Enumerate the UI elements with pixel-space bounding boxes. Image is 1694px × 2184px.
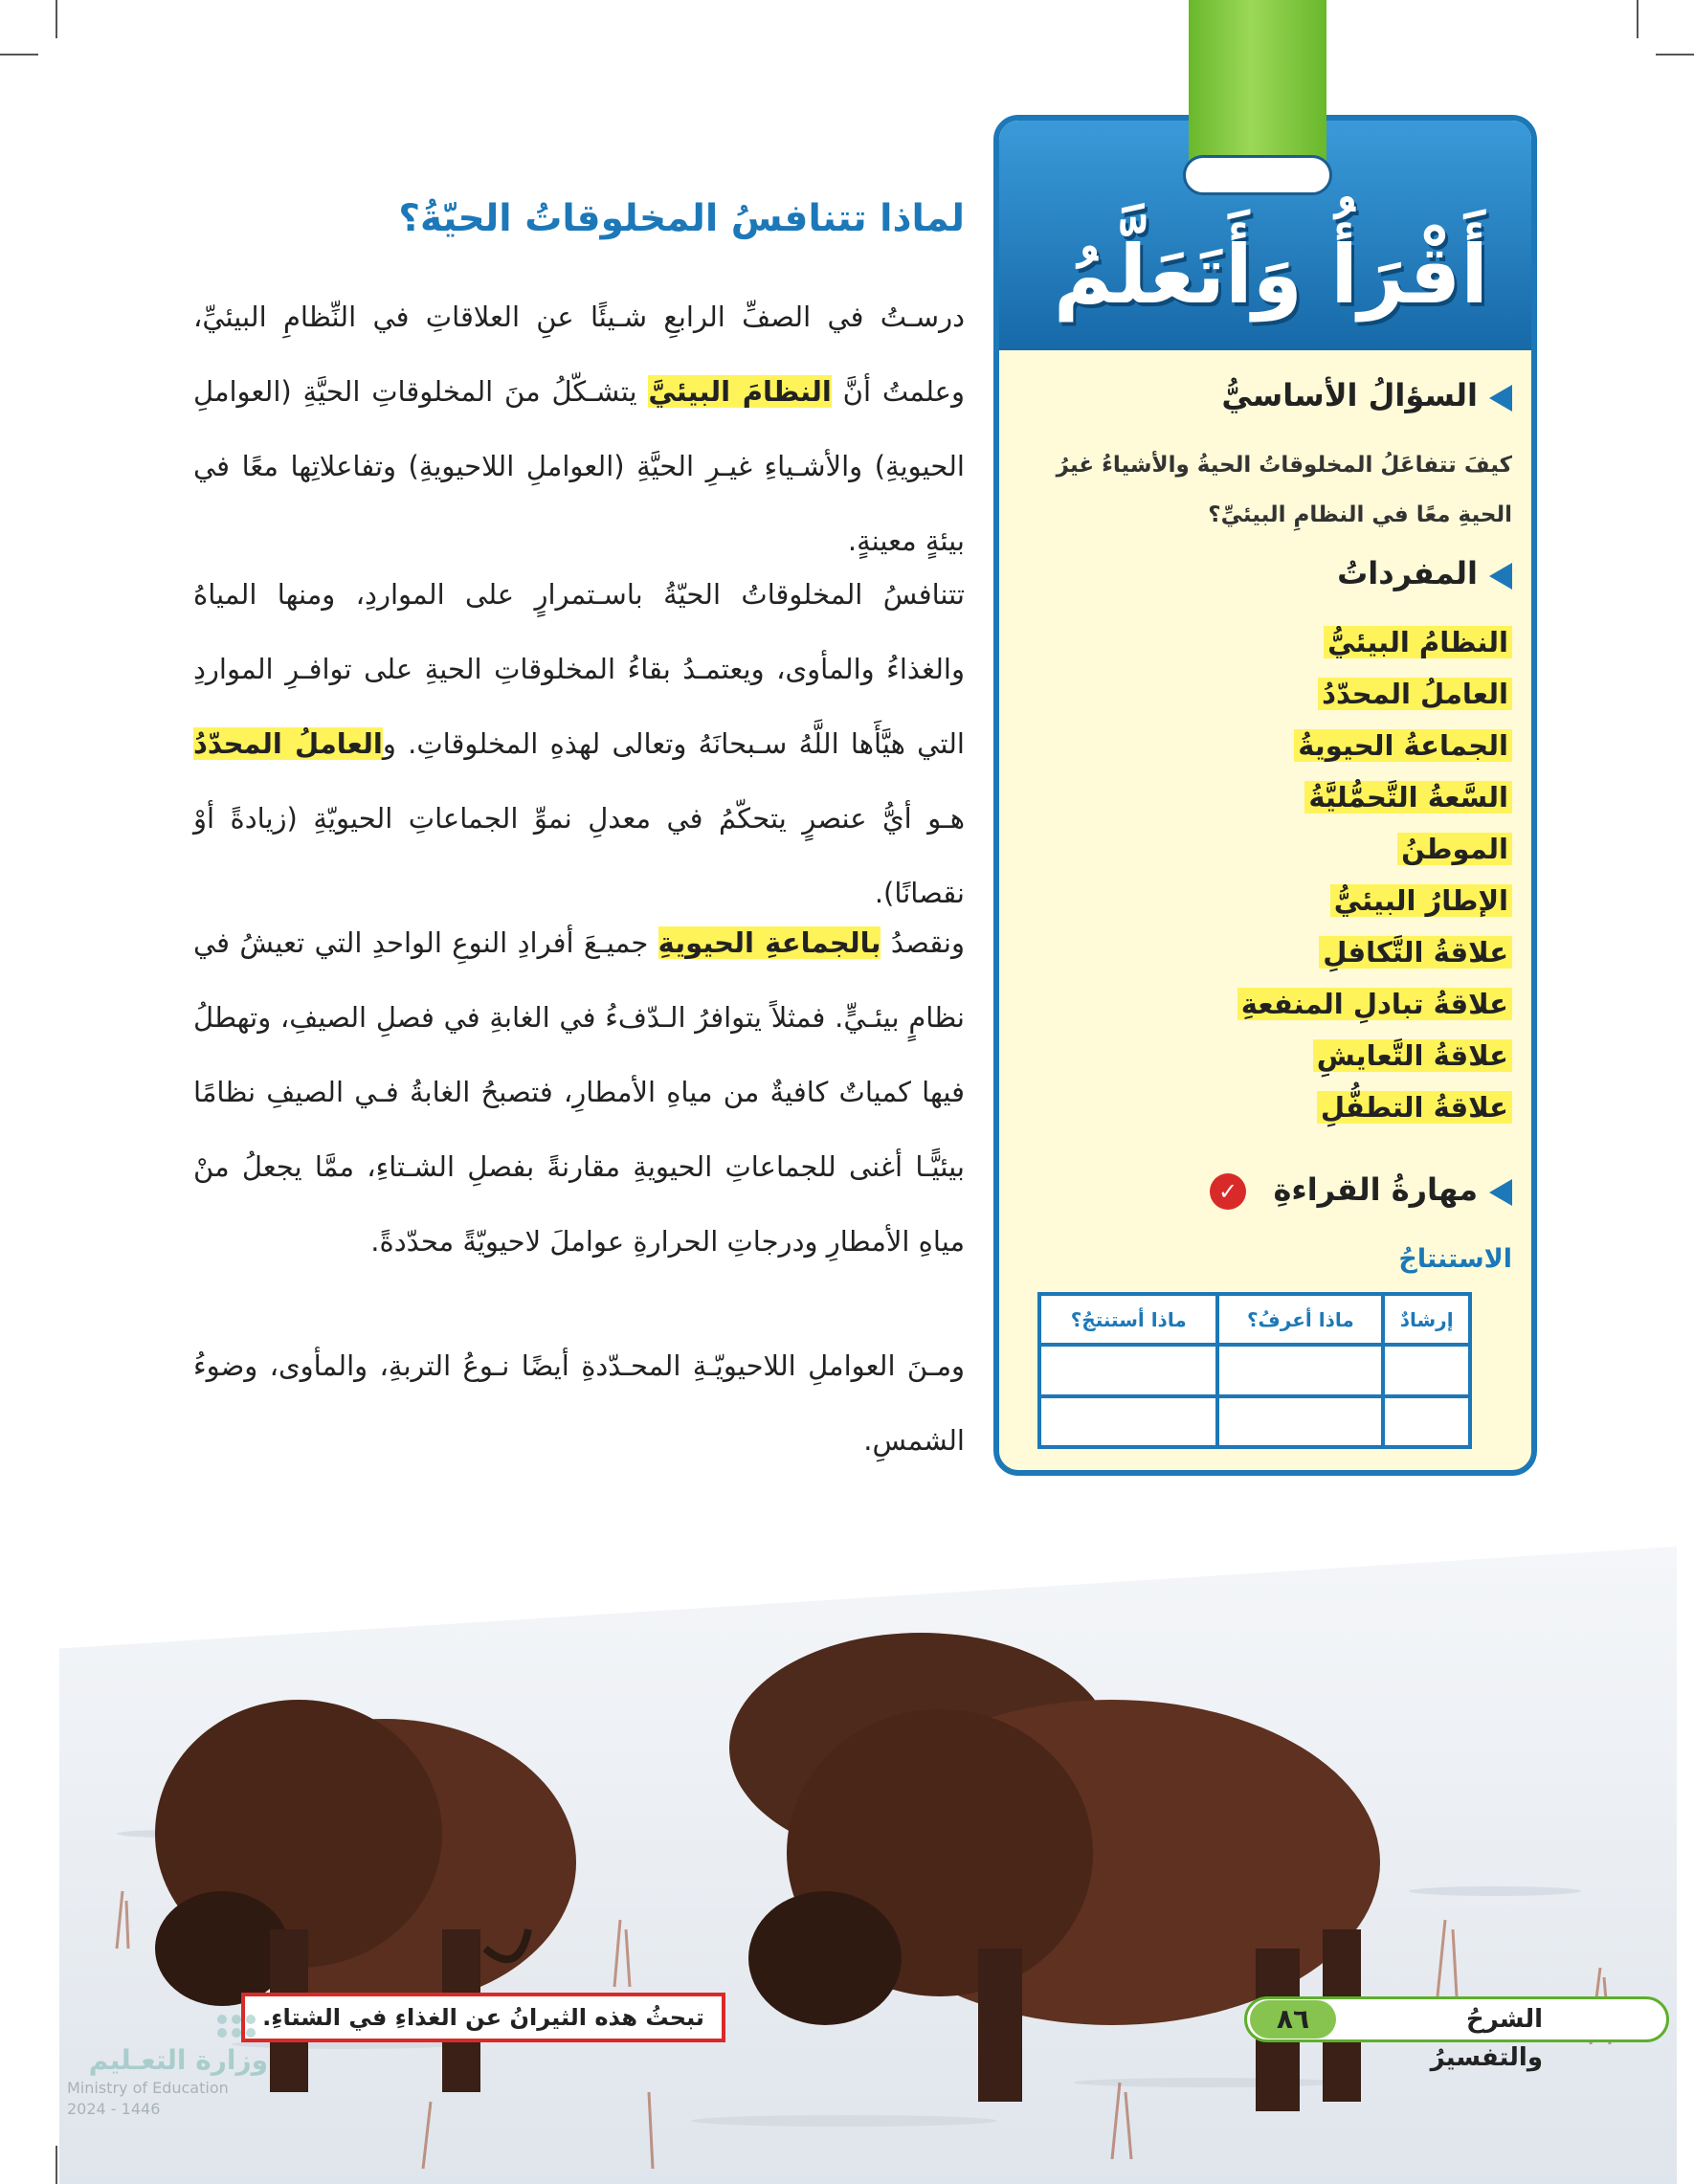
page-number: ٨٦: [1250, 2000, 1336, 2039]
read-and-learn-panel: [993, 115, 1537, 1476]
paragraph-ecosystem: درسـتُ في الصفِّ الرابعِ شـيئًا عنِ العلاقاتِ في النِّظامِ البيئيِّ، وعلمتُ أنَّ النظامَ البيئيَّ يتشـكّلُ منَ المخلوقاتِ الحيَّةِ (العواملِ الحيويةِ) والأشـياءِ غيـرِ الحيَّةِ (العواملِ اللاحيويةِ) وتفاعلاتِها معًا في بيئةٍ معينةٍ.: [193, 301, 965, 557]
inference-organizer-table: [1037, 1292, 1472, 1449]
reading-skill-heading: مهارةُ القراءةِ: [1273, 1171, 1478, 1208]
paragraph-abiotic: ومـنَ العواملِ اللاحيويّـةِ المحـدّدةِ أيضًا نـوعُ التربةِ، والمأوى، وضوءُ الشمسِ.: [193, 1349, 965, 1457]
crop-mark: [0, 54, 38, 56]
crop-mark: [56, 0, 57, 38]
bison-snow-photo: [59, 1547, 1677, 2184]
essential-question-heading: السؤالُ الأساسيُّ: [1221, 377, 1478, 413]
organizer-header: ماذا أستنتجُ؟: [1039, 1294, 1217, 1345]
vocab-term: علاقةُ التَّعايشِ: [1129, 1039, 1512, 1091]
check-icon: ✓: [1210, 1173, 1246, 1210]
organizer-cell[interactable]: [1383, 1396, 1470, 1447]
crop-mark: [1656, 54, 1694, 56]
reading-skill-name: الاستنتاجُ: [1398, 1244, 1512, 1274]
paragraph-competition: تتنافسُ المخلوقاتُ الحيّةُ باسـتمرارٍ على المواردِ، ومنها المياهُ والغذاءُ والمأوى، ويعتمـدُ بقاءُ المخلوقاتِ الحيةِ على توافـرِ المواردِ التي هيَّأَها اللَّهُ سـبحانَهُ وتعالى لهذهِ المخلوقاتِ. والعاملُ المحدّدُ هـو أيُّ عنصرٍ يتحكّمُ في معدلِ نموِّ الجماعاتِ الحيويّةِ (زيادةً أوْ نقصانًا).: [193, 578, 965, 909]
vocabulary-list: [1129, 626, 1512, 1143]
vocab-term: العاملُ المحدّدُ: [1129, 678, 1512, 729]
vocab-term: السَّعةُ التَّحمُّليَّةُ: [1129, 781, 1512, 833]
bookmark-slot: [1183, 155, 1332, 195]
ministry-name-english: Ministry of Education: [67, 2079, 229, 2097]
crop-mark: [1637, 0, 1638, 38]
organizer-cell[interactable]: [1217, 1345, 1383, 1395]
panel-title: أَقْرَأُ وَأَتَعَلَّمُ: [1053, 228, 1489, 322]
arrow-icon: [1489, 385, 1512, 412]
organizer-cell[interactable]: [1383, 1345, 1470, 1395]
photo-caption: تبحثُ هذه الثيرانُ عن الغذاءِ في الشتاءِ.: [241, 1993, 725, 2042]
term-limiting-factor: العاملُ المحدّدُ: [193, 727, 383, 760]
vocab-term: علاقةُ تبادلِ المنفعةِ: [1129, 988, 1512, 1039]
ministry-name-arabic: وزارة التعـليم: [88, 2044, 268, 2076]
crop-mark: [56, 2146, 57, 2184]
paragraph-population: ونقصدُ بالجماعةِ الحيويةِ جميـعَ أفرادِ النوعِ الواحدِ التي تعيشُ في نظامٍ بيئـيٍّ. فمثلاً يتوافرُ الـدّفءُ في الغابةِ في فصلِ الصيفِ، وتهطلُ فيها كمياتٌ كافيةٌ من مياهِ الأمطارِ، فتصبحُ الغابةُ فـي الصيفِ نظامًا بيئيًّـا أغنى للجماعاتِ الحيويةِ مقارنةً بفصلِ الشـتاءِ، ممَّا يجعلُ منْ مياهِ الأمطارِ ودرجاتِ الحرارةِ عواملَ لاحيويّةً محدّدةً.: [193, 926, 965, 1258]
vocabulary-heading: المفرداتُ: [1337, 555, 1478, 591]
essential-question-text: كيفَ تتفاعَلُ المخلوقاتُ الحيةُ والأشياءُ غيرُ الحيةِ معًا في النظامِ البيئيِّ؟: [1056, 453, 1512, 527]
organizer-cell[interactable]: [1039, 1345, 1217, 1395]
arrow-icon: [1489, 563, 1512, 590]
bison-right: [748, 1700, 1380, 2111]
organizer-cell[interactable]: [1217, 1396, 1383, 1447]
section-title: لماذا تتنافسُ المخلوقاتُ الحيّةُ؟: [398, 197, 965, 240]
vocab-term: الموطنُ: [1129, 833, 1512, 884]
edition-year: 2024 - 1446: [67, 2100, 161, 2118]
arrow-icon: [1489, 1179, 1512, 1206]
term-population: بالجماعةِ الحيويةِ: [658, 926, 881, 959]
vocab-term: الجماعةُ الحيويةُ: [1129, 729, 1512, 781]
vocab-term: الإطارُ البيئيُّ: [1129, 884, 1512, 936]
vocab-term: النظامُ البيئيُّ: [1129, 626, 1512, 678]
footer-section-label: الشرحُ والتفسيرُ: [1430, 2005, 1543, 2072]
vocab-term: علاقةُ التَّكافلِ: [1129, 936, 1512, 988]
organizer-cell[interactable]: [1039, 1396, 1217, 1447]
organizer-header: ماذا أعرفُ؟: [1217, 1294, 1383, 1345]
vocab-term: علاقةُ التطفُّلِ: [1129, 1091, 1512, 1143]
bison-illustration: [59, 1547, 1677, 2184]
term-ecosystem: النظامَ البيئيَّ: [648, 375, 832, 408]
organizer-header: إرشادٌ: [1383, 1294, 1470, 1345]
